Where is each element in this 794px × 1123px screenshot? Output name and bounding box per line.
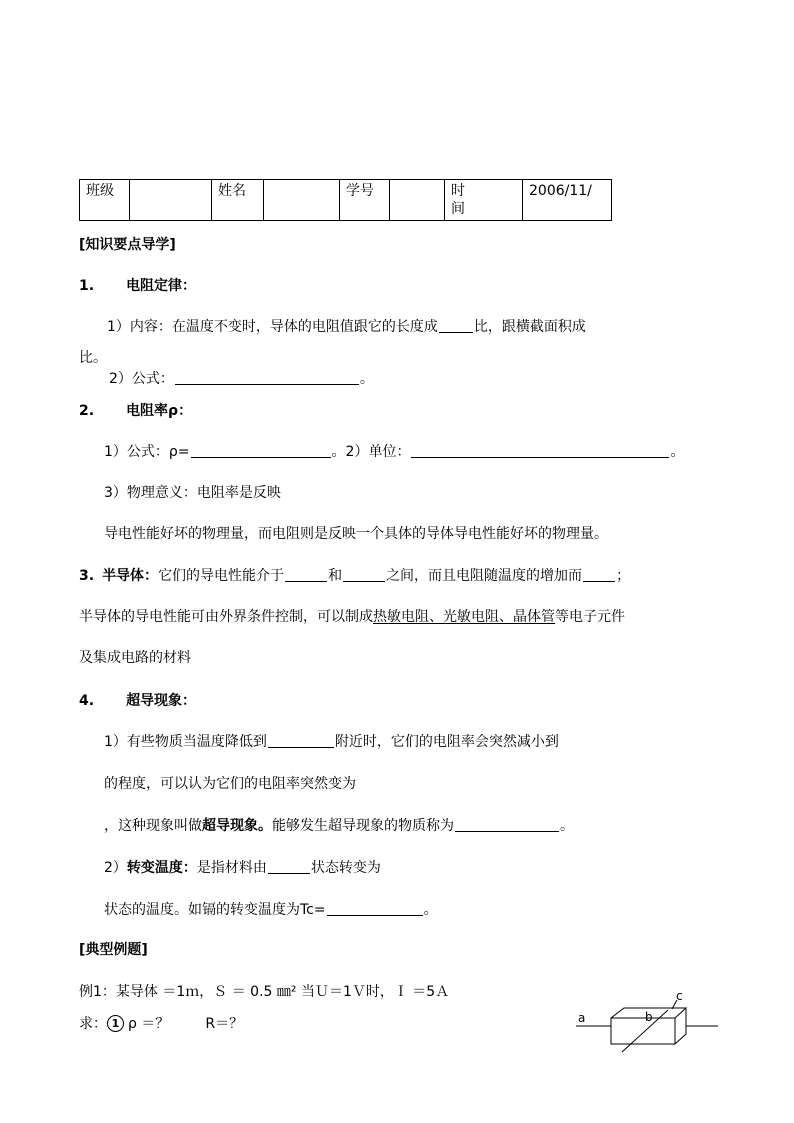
blank-length-ratio[interactable]	[439, 318, 473, 333]
blank-insulator[interactable]	[343, 567, 385, 582]
item3-title: 半导体：	[102, 568, 159, 584]
item4-heading	[79, 692, 196, 710]
item2-formula-line: 1）公式：ρ= 。2）单位： 。	[104, 444, 685, 460]
info-table	[79, 179, 612, 221]
item3-line3: 及集成电路的材料	[79, 650, 191, 666]
label-a: a	[578, 1011, 586, 1025]
conductor-block-figure	[572, 988, 722, 1060]
blank-unit[interactable]	[411, 443, 669, 458]
item2-number: 2.	[79, 403, 95, 419]
blank-transition-temp[interactable]	[327, 901, 423, 916]
item3-number: 3.	[79, 568, 95, 584]
item1-content-line2: 比。	[79, 350, 107, 366]
section-title-examples: [典型例题]	[79, 942, 148, 958]
item4-title: 超导现象：	[126, 693, 197, 709]
item2-title: 电阻率ρ：	[126, 403, 193, 419]
blank-formula[interactable]	[175, 370, 359, 385]
item3-line1: 3. 半导体：它们的导电性能介于 和 之间，而且电阻随温度的增加而 ；	[79, 568, 631, 584]
name-field[interactable]	[264, 180, 340, 221]
item4-sub1-line1: 1）有些物质当温度降低到 附近时，它们的电阻率会突然减小到	[104, 734, 559, 750]
item2-meaning-line2: 导电性能好坏的物理量，而电阻则是反映一个具体的导体导电性能好坏的物理量。	[104, 526, 608, 542]
blank-resistivity-formula[interactable]	[191, 443, 331, 458]
blank-absolute-zero[interactable]	[268, 733, 334, 748]
block-front-face	[611, 1018, 675, 1044]
item2-meaning-line: 3）物理意义：电阻率是反映	[104, 485, 281, 501]
class-field[interactable]	[130, 180, 212, 221]
item1-title: 电阻定律：	[126, 278, 197, 294]
id-field[interactable]	[390, 180, 445, 221]
time-label: 时 间	[445, 180, 523, 221]
item4-number: 4.	[79, 693, 95, 709]
id-label: 学号	[340, 180, 390, 221]
blank-trend[interactable]	[583, 567, 615, 582]
label-b: b	[645, 1010, 653, 1024]
item1-content-line: 1）内容：在温度不变时，导体的电阻值跟它的长度成 比，跟横截面积成	[107, 319, 586, 335]
label-c: c	[676, 989, 683, 1003]
blank-conductor[interactable]	[285, 567, 327, 582]
item1-number: 1.	[79, 278, 95, 294]
item4-sub2-line2: 状态的温度。如镉的转变温度为Tc= 。	[104, 902, 438, 918]
circled-number-1: 1	[107, 1015, 124, 1032]
date-value: 2006/11/	[523, 180, 612, 221]
item3-line2: 半导体的导电性能可由外界条件控制，可以制成热敏电阻、光敏电阻、晶体管等电子元件	[79, 609, 625, 625]
item4-sub1-line3: ，这种现象叫做超导现象。能够发生超导现象的物质称为 。	[104, 818, 574, 834]
item4-sub2-line1: 2）转变温度：是指材料由 状态转变为	[104, 860, 381, 876]
item1-formula-line: 2）公式： 。	[109, 371, 374, 387]
item4-sub1-line2: 的程度，可以认为它们的电阻率突然变为	[104, 776, 356, 792]
blank-superconductor[interactable]	[455, 817, 559, 832]
class-label: 班级	[80, 180, 130, 221]
item1-heading	[79, 277, 196, 295]
blank-state-from[interactable]	[268, 859, 310, 874]
example1-line1: 例1：某导体 ＝1ｍ，Ｓ ＝ 0.5 ㎜² 当Ｕ＝1Ｖ时，Ｉ ＝5Ａ	[79, 984, 450, 1000]
name-label: 姓名	[212, 180, 264, 221]
item2-heading	[79, 402, 192, 420]
example1-line2: 求： 1 ρ ＝？ R＝？	[79, 1016, 244, 1032]
section-title-knowledge: [知识要点导学]	[79, 237, 176, 253]
